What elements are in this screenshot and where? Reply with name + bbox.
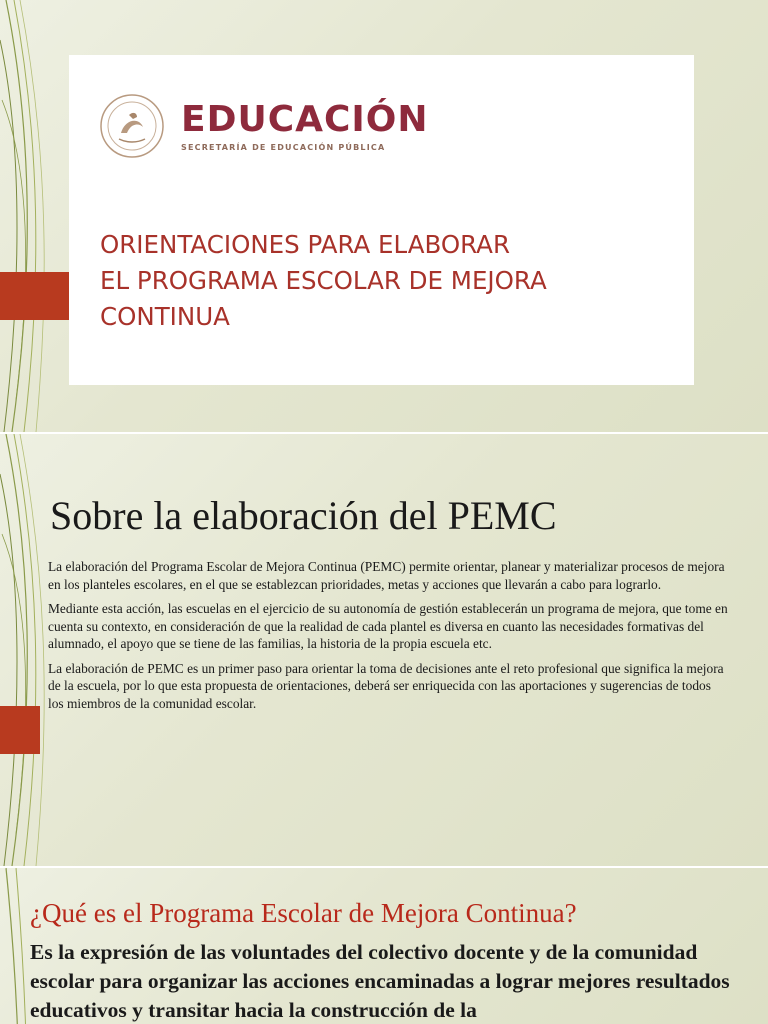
title-card <box>69 55 694 385</box>
education-logo-title: EDUCACIÓN <box>181 99 429 140</box>
accent-bar <box>0 706 40 754</box>
slide-body <box>48 558 728 719</box>
slide-1 <box>0 0 768 432</box>
presentation-title <box>100 227 685 335</box>
title-line-2: EL PROGRAMA ESCOLAR DE MEJORA <box>100 266 547 295</box>
slide-3 <box>0 868 768 1024</box>
slide-2 <box>0 434 768 866</box>
fern-decoration-icon <box>0 0 60 432</box>
slide-title: ¿Qué es el Programa Escolar de Mejora Continua? <box>30 898 577 928</box>
paragraph: La elaboración del Programa Escolar de Mejora Continua (PEMC) permite orientar, planear y materializar procesos de mejora en los planteles escolares, en el que se establezcan prioridades, metas y acciones que llevarán a cabo para lograrlo. <box>48 559 725 592</box>
accent-bar <box>0 272 69 320</box>
title-line-3: CONTINUA <box>100 302 230 331</box>
education-logo-subtitle: SECRETARÍA DE EDUCACIÓN PÚBLICA <box>181 143 386 152</box>
paragraph: Mediante esta acción, las escuelas en el ejercicio de su autonomía de gestión establecerán un programa de mejora, que tome en cuenta su contexto, en consideración de que la realidad de cada plantel es diversa en cuanto las necesidades formativas del alumnado, el apoyo que se tiene de las familias, la historia de la propia escuela etc. <box>48 601 728 651</box>
paragraph: La elaboración de PEMC es un primer paso para orientar la toma de decisiones ante el reto profesional que significa la mejora de la escuela, por lo que esta propuesta de orientaciones, deberá ser enriquecida con las aportaciones y sugerencias de todos los miembros de la comunidad escolar. <box>48 660 724 711</box>
slide-body: Es la expresión de las voluntades del colectivo docente y de la comunidad escolar para organizar las acciones encaminadas a lograr mejores resultados educativos y transitar hacia la construcción de la <box>30 940 730 1022</box>
mexico-coat-of-arms-icon <box>99 93 165 159</box>
slide-title: Sobre la elaboración del PEMC <box>50 493 557 538</box>
title-line-1: ORIENTACIONES PARA ELABORAR <box>100 230 510 259</box>
